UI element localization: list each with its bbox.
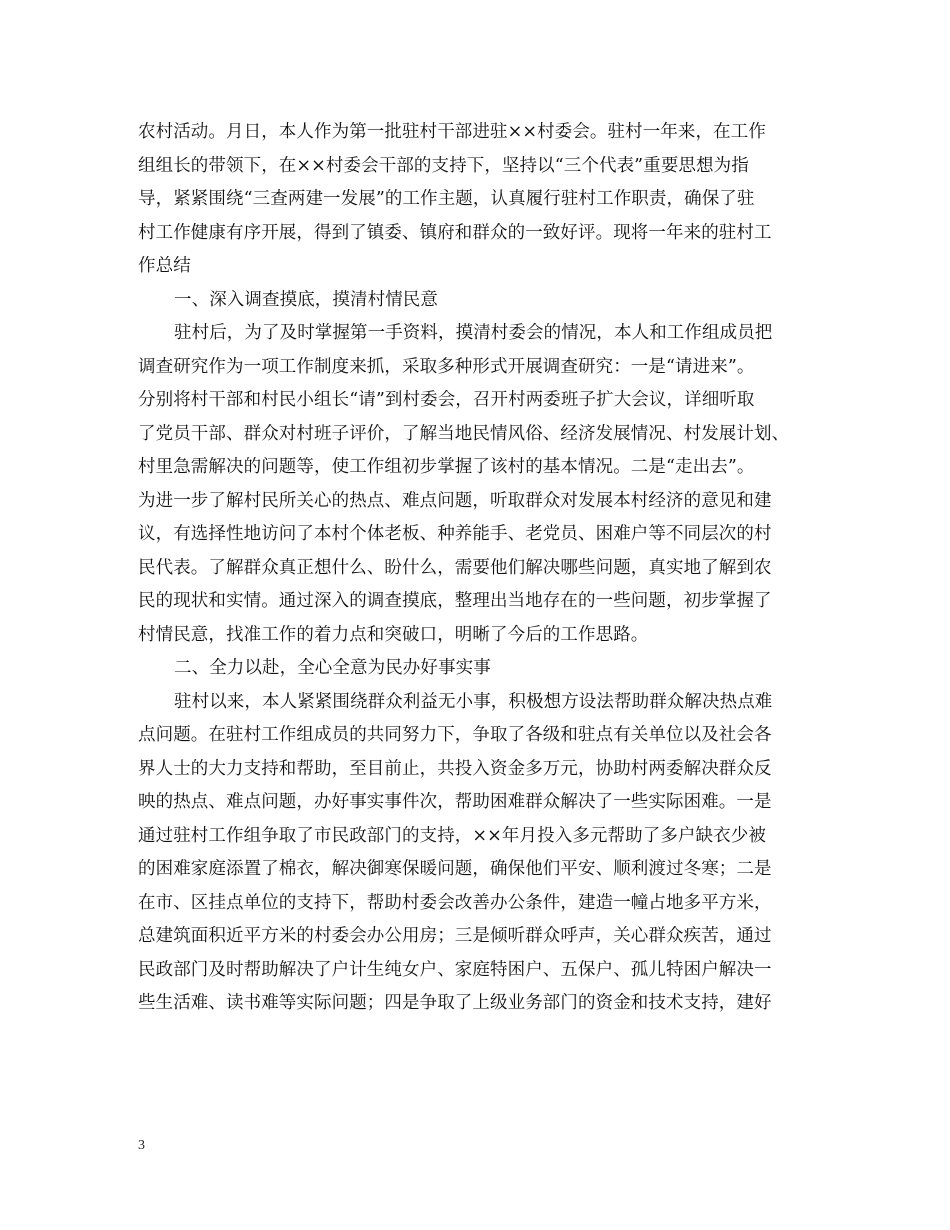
text-line: 民政部门及时帮助解决了户计生纯女户、家庭特困户、五保户、孤儿特困户解决一: [138, 959, 772, 980]
text-line: 为进一步了解村民所关心的热点、难点问题，听取群众对发展本村经济的意见和建: [138, 490, 772, 511]
body-text: [138, 116, 828, 1021]
text-line: 议，有选择性地访问了本村个体老板、种养能手、老党员、困难户等不同层次的村: [138, 524, 772, 544]
text-line: 在市、区挂点单位的支持下，帮助村委会改善办公条件，建造一幢占地多平方米，: [138, 892, 772, 913]
text-line: 作总结: [138, 256, 191, 276]
text-line: 总建筑面积近平方米的村委会办公用房；三是倾听群众呼声，关心群众疾苦，通过: [138, 926, 772, 946]
text-line: 组组长的带领下，在××村委会干部的支持下，坚持以“三个代表”重要思想为指: [138, 155, 749, 176]
text-line: 通过驻村工作组争取了市民政部门的支持，××年月投入多元帮助了多户缺衣少被: [138, 825, 766, 846]
paragraph-start: 驻村以来，本人紧紧围绕群众利益无小事，积极想方设法帮助群众解决热点难: [174, 691, 773, 712]
section-heading-2: 二、全力以赴，全心全意为民办好事实事: [174, 658, 491, 678]
text-line: 村工作健康有序开展，得到了镇委、镇府和群众的一致好评。现将一年来的驻村工: [138, 222, 772, 243]
text-line: 了党员干部、群众对村班子评价，了解当地民情风俗、经济发展情况、村发展计划、: [138, 423, 790, 444]
text-line: 民代表。了解群众真正想什么、盼什么，需要他们解决哪些问题，真实地了解到农: [138, 557, 772, 578]
text-line: 映的热点、难点问题，办好事实事件次，帮助困难群众解决了一些实际困难。一是: [138, 792, 772, 812]
text-line: 分别将村干部和村民小组长“请”到村委会，召开村两委班子扩大会议，详细听取: [138, 390, 755, 410]
text-line: 点问题。在驻村工作组成员的共同努力下，争取了各级和驻点有关单位以及社会各: [138, 725, 772, 745]
paragraph-start: 驻村后，为了及时掌握第一手资料，摸清村委会的情况，本人和工作组成员把: [174, 323, 773, 343]
text-line: 调查研究作为一项工作制度来抓，采取多种形式开展调查研究：一是“请进来”。: [138, 356, 755, 377]
text-line: 些生活难、读书难等实际问题；四是争取了上级业务部门的资金和技术支持，建好: [138, 993, 772, 1013]
text-line: 的困难家庭添置了棉衣，解决御寒保暖问题，确保他们平安、顺利渡过冬寒；二是: [138, 859, 772, 879]
text-line: 导，紧紧围绕“三查两建一发展”的工作主题，认真履行驻村工作职责，确保了驻: [138, 189, 755, 209]
text-line: 界人士的大力支持和帮助，至目前止，共投入资金多万元，协助村两委解决群众反: [138, 758, 772, 779]
text-line: 民的现状和实情。通过深入的调查摸底，整理出当地存在的一些问题，初步掌握了: [138, 591, 772, 611]
text-line: 农村活动。月日，本人作为第一批驻村干部进驻××村委会。驻村一年来，在工作: [138, 122, 766, 142]
page-number: 3: [138, 1138, 145, 1153]
text-line: 村情民意，找准工作的着力点和突破口，明晰了今后的工作思路。: [138, 624, 649, 645]
section-heading-1: 一、深入调查摸底，摸清村情民意: [174, 289, 438, 310]
text-line: 村里急需解决的问题等，使工作组初步掌握了该村的基本情况。二是“走出去”。: [138, 457, 755, 477]
